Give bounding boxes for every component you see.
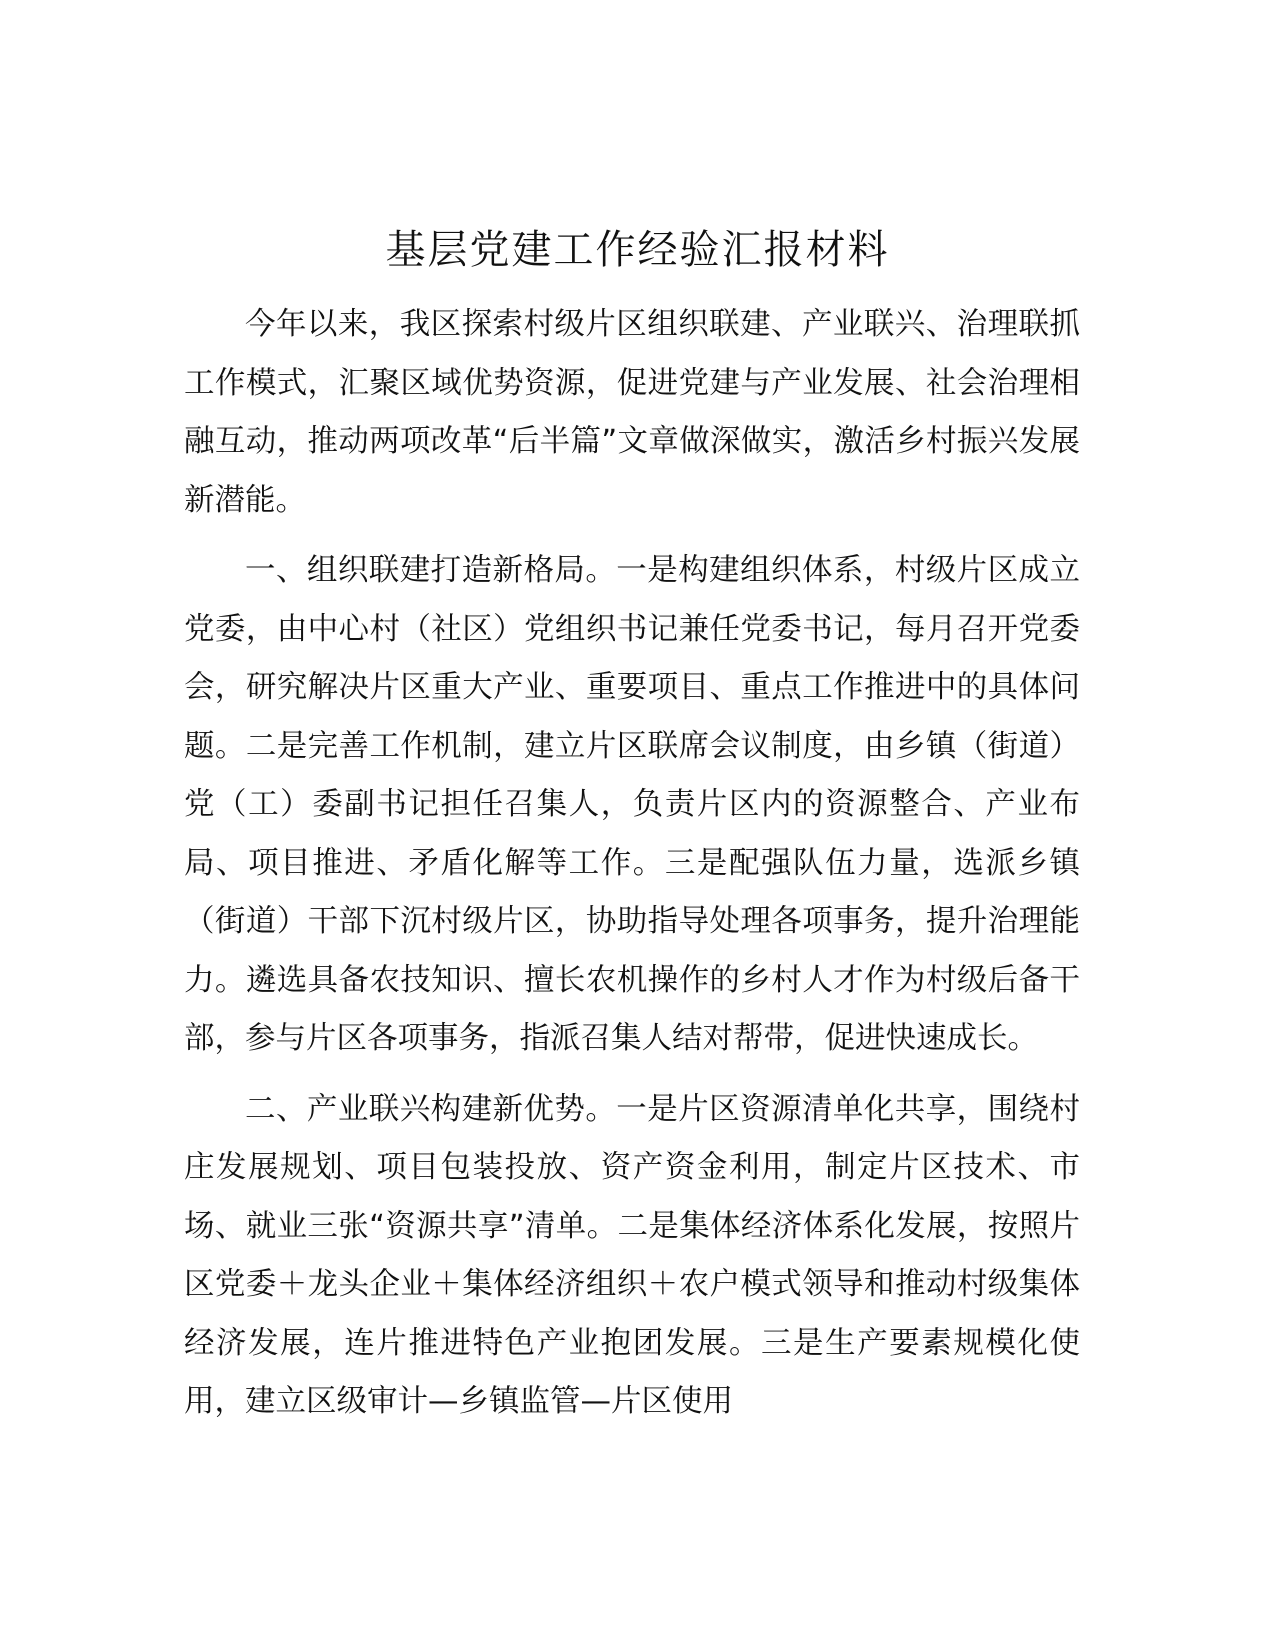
paragraph-organization: 一、组织联建打造新格局。一是构建组织体系，村级片区成立党委，由中心村（社区）党组织书记兼任党委书记，每月召开党委会，研究解决片区重大产业、重要项目、重点工作推进中的具体问题。二是完善工作机制，建立片区联席会议制度，由乡镇（街道）党（工）委副书记担任召集人，负责片区内的资源整合、产业布局、项目推进、矛盾化解等工作。三是配强队伍力量，选派乡镇（街道）干部下沉村级片区，协助指导处理各项事务，提升治理能力。遴选具备农技知识、擅长农机操作的乡村人才作为村级后备干部，参与片区各项事务，指派召集人结对帮带，促进快速成长。 [184, 553, 1080, 1056]
document-body [184, 296, 1080, 1444]
document-title: 基层党建工作经验汇报材料 [385, 227, 890, 273]
paragraph-industry: 二、产业联兴构建新优势。一是片区资源清单化共享，围绕村庄发展规划、项目包装投放、资产资金利用，制定片区技术、市场、就业三张“资源共享”清单。二是集体经济体系化发展，按照片区党委＋龙头企业＋集体经济组织＋农户模式领导和推动村级集体经济发展，连片推进特色产业抱团发展。三是生产要素规模化使用，建立区级审计—乡镇监管—片区使用 [184, 1091, 1080, 1419]
paragraph-intro: 今年以来，我区探索村级片区组织联建、产业联兴、治理联抓工作模式，汇聚区域优势资源，促进党建与产业发展、社会治理相融互动，推动两项改革“后半篇”文章做深做实，激活乡村振兴发展新潜能。 [184, 307, 1080, 518]
